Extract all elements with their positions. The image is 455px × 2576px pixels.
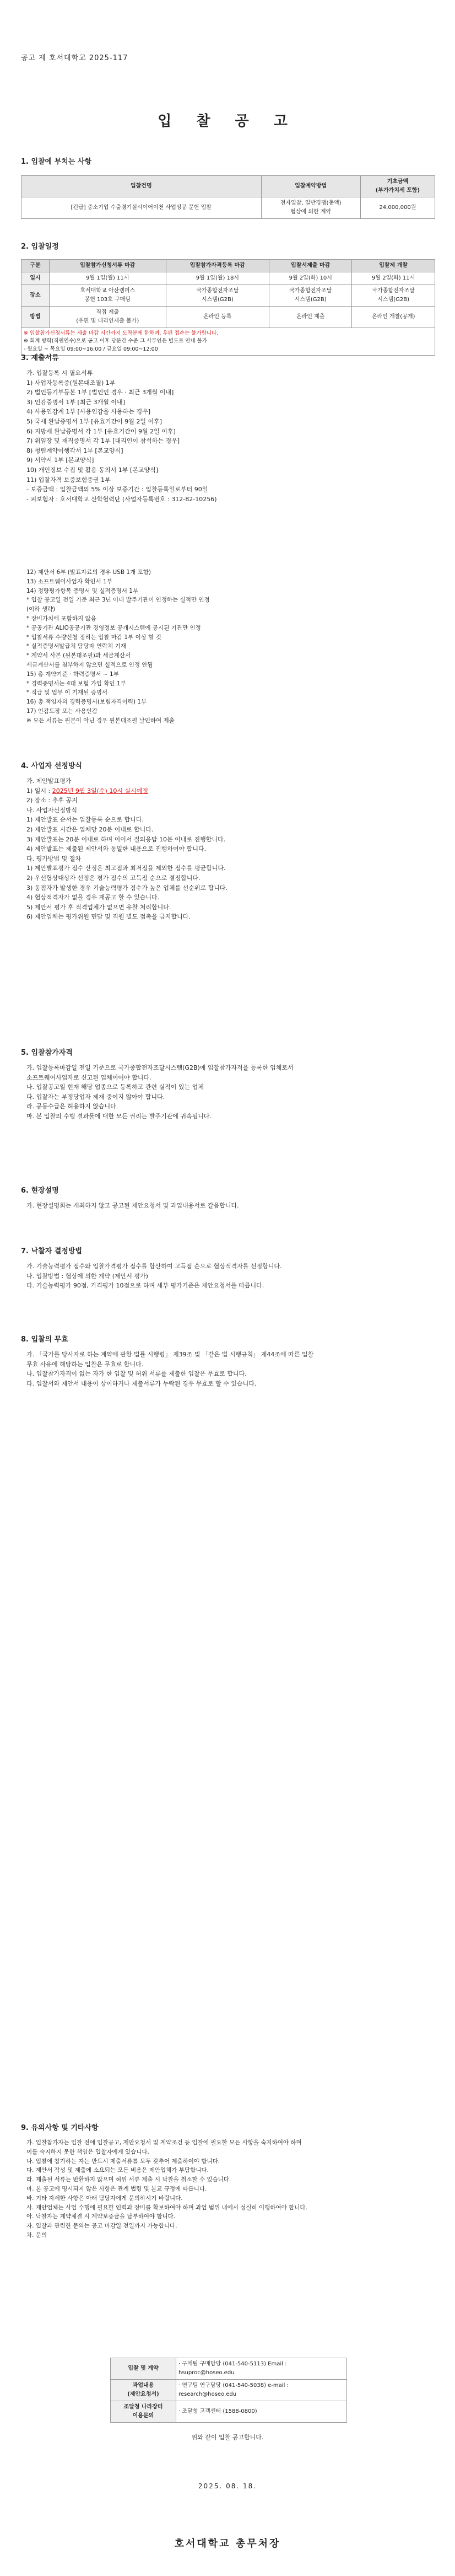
col-header: 구분 (21, 260, 50, 272)
col-header: 입찰서제출 마감 (269, 260, 352, 272)
eligibility-text: 가. 입찰등록마감일 전일 기준으로 국가종합전자조달시스템(G2B)에 입찰참가자격을 등록한 업체로서 소프트웨어사업자로 신고된 업체이어야 합니다. 나. 입찰공고일 현재 해당 업종으로 등록하고 관련 실적이 있는 업체 다. 입찰자는 부정당업자 제재 중이지 않아야 합니다. 라. 공동수급은 허용하지 않습니다. 마. 본 입찰의 수행 결과물에 대한 모든 권리는 발주기관에 귀속됩니다. (26, 1064, 294, 1120)
contact-value: · 연구팀 연구담당 (041-540-5038) e-mail : research@hoseo.edu (176, 2380, 347, 2401)
table-cell: 9월 2일(화) 10시 (269, 272, 352, 285)
contact-table (110, 2358, 347, 2423)
evaluation-date-highlight: 2025년 9월 3일(수) 10시 실시예정 (52, 787, 148, 795)
required-documents-list-continued: 12) 제안서 6부 (발표자료의 경우 USB 1개 포함) 13) 소프트웨어사업자 확인서 1부 14) 정량평가항목 증명서 및 실적증명서 1부 * 입찰 공고일 전일 기준 최근 3년 이내 발주기관이 인정하는 실적만 인정 (이하 생략) * 장비가치에 포함하지 않음 * 공공기관 ALIO공공기관 경영정보 공개시스템에 공시된 기관만 인정 * 입찰서류 수량신청 정리는 입찰 마감 1부 이상 할 것 * 실적증명서발급처 담당자 연락처 기재 * 계약서 사본 (원본대조필)과 세금계산서 세금계산서를 첨부하지 않으면 실적으로 인정 안됨 15) 총 계약기준 · 학력증명서 ~ 1부 * 경력증명서는 4대 보험 가입 확인 1부 * 직급 및 업무 이 기재된 증명서 16) 총 책임자의 경력증명서(보험자격이력) 1부 17) 인감도장 또는 사용인감 ※ 모든 서류는 원본이 아닌 경우 원본대조필 날인하여 제출 (26, 569, 210, 724)
section-6-heading: 6. 현장설명 (21, 1187, 59, 1195)
table-cell: 온라인 등록 (166, 307, 269, 328)
section-3-heading: 3. 제출서류 (21, 354, 59, 362)
required-documents-list: 가. 입찰등록 시 필요서류 1) 사업자등록증(원본대조필) 1부 2) 법인등기부등본 1부 [법인인 경우 · 최근 3개월 이내] 3) 인감증명서 1부 [최근 3개월 이내] 4) 사용인감계 1부 [사용인감을 사용하는 경우] 5) 국세 완납증명서 1부 [유효기간이 9월 2일 이후] 6) 지방세 완납증명서 각 1부 [유효기간이 9월 2일 이후] 7) 위임장 및 재직증명서 각 1부 [대리인이 참석하는 경우] 8) 청렴계약이행각서 1부 [본교양식] 9) 서약서 1부 [본교양식] 10) 개인정보 수집 및 활용 동의서 1부 [본교양식] 11) 입찰자격 보증보험증권 1부 - 보증금액 : 입찰금액의 5% 이상 보증기간 : 입찰등록일로부터 90일 - 피보험자 : 호서대학교 산학협력단 (사업자등록번호 : 312-82-10256) (26, 369, 217, 503)
col-header: 입찰건명 (21, 176, 262, 197)
document-title: 입 찰 공 고 (158, 113, 297, 130)
section-5-heading: 5. 입찰참가자격 (21, 1049, 73, 1057)
row-label: 방법 (21, 307, 50, 328)
section-1-heading: 1. 입찰에 부치는 사항 (21, 158, 92, 166)
row-label: 일시 (21, 272, 50, 285)
section-8-heading: 8. 입찰의 무효 (21, 1335, 68, 1344)
contact-label: 조달청 나라장터 이용문의 (111, 2401, 176, 2423)
col-header: 입찰참가자격등록 마감 (166, 260, 269, 272)
schedule-note: ※ 입찰참가신청서류는 제출 마감 시간까지 도착분에 한하며, 우편 접수는 불가합니다. (24, 330, 219, 336)
section-9-heading: 9. 유의사항 및 기타사항 (21, 2124, 99, 2132)
contact-value: · 구매팀 구매담당 (041-540-5113) Email : hsuproc@hoseo.edu (176, 2358, 347, 2380)
selection-method-text: 가. 제안발표평가 1) 일시 : 2025년 9월 3일(수) 10시 실시예정 2) 장소 : 추후 공지 나. 사업자선정방식 1) 제안발표 순서는 입찰등록 순으로 합니다. 2) 제안발표 시간은 업체당 20분 이내로 합니다. 3) 제안발표는 20분 이내로 하며 이어서 질의응답 10분 이내로 진행합니다. 4) 제안발표는 제출된 제안서와 동일한 내용으로 진행하여야 합니다. 다. 평가방법 및 절차 1) 제안발표평가 점수 산정은 최고점과 최저점을 제외한 점수를 평균합니다. 2) 우선협상대상자 선정은 평가 점수의 고득점 순으로 결정합니다. 3) 동점자가 발생한 경우 기술능력평가 점수가 높은 업체를 선순위로 합니다. 4) 협상적격자가 없을 경우 재공고 할 수 있습니다. 5) 제안서 평가 후 적격업체가 없으면 유찰 처리합니다. 6) 제안업체는 평가위원 면담 및 직원 별도 접촉을 금지합니다. (26, 777, 228, 921)
table-cell: 9월 2일(화) 11시 (352, 272, 435, 285)
section-2-heading: 2. 입찰일정 (21, 243, 59, 251)
closing-statement: 위와 같이 입찰 공고합니다. (191, 2434, 264, 2441)
table-cell: 국가종합전자조달 시스템(G2B) (269, 285, 352, 307)
notes-text: 가. 입찰참가자는 입찰 전에 입찰공고, 제안요청서 및 계약조건 등 입찰에 필요한 모든 사항을 숙지하여야 하며 이를 숙지하지 못한 책임은 입찰자에게 있습니다. 나. 입찰에 참가하는 자는 반드시 제출서류를 모두 갖추어 제출하여야 합니다. 다. 제안서 작성 및 제출에 소요되는 모든 비용은 제안업체가 부담합니다. 라. 제출된 서류는 반환하지 않으며 허위 서류 제출 시 낙찰을 취소할 수 있습니다. 마. 본 공고에 명시되지 않은 사항은 관계 법령 및 본교 규정에 따릅니다. 바. 기타 자세한 사항은 아래 담당자에게 문의하시기 바랍니다. 사. 제안업체는 사업 수행에 필요한 인력과 장비를 확보하여야 하며 과업 범위 내에서 성실히 이행하여야 합니다. 아. 낙찰자는 계약체결 시 계약보증금을 납부하여야 합니다. 자. 입찰과 관련한 문의는 공고 마감일 전일까지 가능합니다. 차. 문의 (26, 2139, 307, 2239)
winner-decision-text: 가. 기술능력평가 점수와 입찰가격평가 점수를 합산하여 고득점 순으로 협상적격자를 선정합니다. 나. 입찰방법 : 협상에 의한 계약 (제안서 평가) 다. 기술능력평가 90점, 가격평가 10점으로 하며 세부 평가기준은 제안요청서를 따릅니다. (26, 1263, 282, 1290)
contact-label: 과업내용 (제안요청서) (111, 2380, 176, 2401)
base-amount-cell: 24,000,000원 (360, 197, 435, 219)
table-cell: 9월 1일(월) 18시 (166, 272, 269, 285)
notice-number: 공고 제 호서대학교 2025-117 (21, 54, 128, 62)
site-briefing-text: 가. 현장설명회는 개최하지 않고 공고된 제안요청서 및 과업내용서로 갈음합니다. (26, 1202, 239, 1209)
table-cell: 9월 1일(월) 11시 (50, 272, 166, 285)
col-header: 기초금액 (부가가치세 포함) (360, 176, 435, 197)
schedule-table (21, 259, 435, 356)
schedule-note: ※ 회계 방학(직원연수)으로 공고 이후 당분간 수준 그 사무인은 별도로 안내 불가 (24, 338, 208, 345)
col-header: 입찰계약방법 (261, 176, 360, 197)
contact-value: · 조달청 고객센터 (1588-0800) (176, 2401, 347, 2423)
notice-date: 2025. 08. 18. (198, 2482, 257, 2490)
contact-label: 입찰 및 계약 (111, 2358, 176, 2380)
table-cell: 국가종합전자조달 시스템(G2B) (166, 285, 269, 307)
bid-item-table (21, 175, 435, 219)
section-7-heading: 7. 낙찰자 결정방법 (21, 1247, 82, 1255)
invalid-bid-text: 가. 「국가를 당사자로 하는 계약에 관한 법률 시행령」 제39조 및 「같은 법 시행규칙」 제44조에 따른 입찰 무효 사유에 해당하는 입찰은 무효로 합니다. 나. 입찰참가자격이 없는 자가 한 입찰 및 허위 서류를 제출한 입찰은 무효로 합니다. 다. 입찰서와 제안서 내용이 상이하거나 제출서류가 누락된 경우 무효로 할 수 있습니다. (26, 1351, 314, 1387)
col-header: 입찰제 개찰 (352, 260, 435, 272)
schedule-note: - 월요일 ~ 목요일 09:00~16:00 / 금요일 09:00~12:00 (24, 346, 158, 352)
table-cell: 온라인 개찰(공개) (352, 307, 435, 328)
col-header: 입찰참가신청서류 마감 (50, 260, 166, 272)
section-4-heading: 4. 사업자 선정방식 (21, 762, 82, 770)
table-cell: 국가종합전자조달 시스템(G2B) (352, 285, 435, 307)
bid-method-cell: 전자입찰, 일반경쟁(총액) 협상에 의한 계약 (261, 197, 360, 219)
table-cell: 온라인 제출 (269, 307, 352, 328)
issuer-signature: 호서대학교 총무처장 (174, 2538, 281, 2550)
table-cell: 직접 제출 (우편 및 대리인제출 불가) (50, 307, 166, 328)
row-label: 장소 (21, 285, 50, 307)
table-cell: 호서대학교 아산캠퍼스 봉헌 103호 구매팀 (50, 285, 166, 307)
bid-name-cell: [긴급] 중소기업 수출경기실시이어이천 사업성공 문헌 입찰 (21, 197, 262, 219)
